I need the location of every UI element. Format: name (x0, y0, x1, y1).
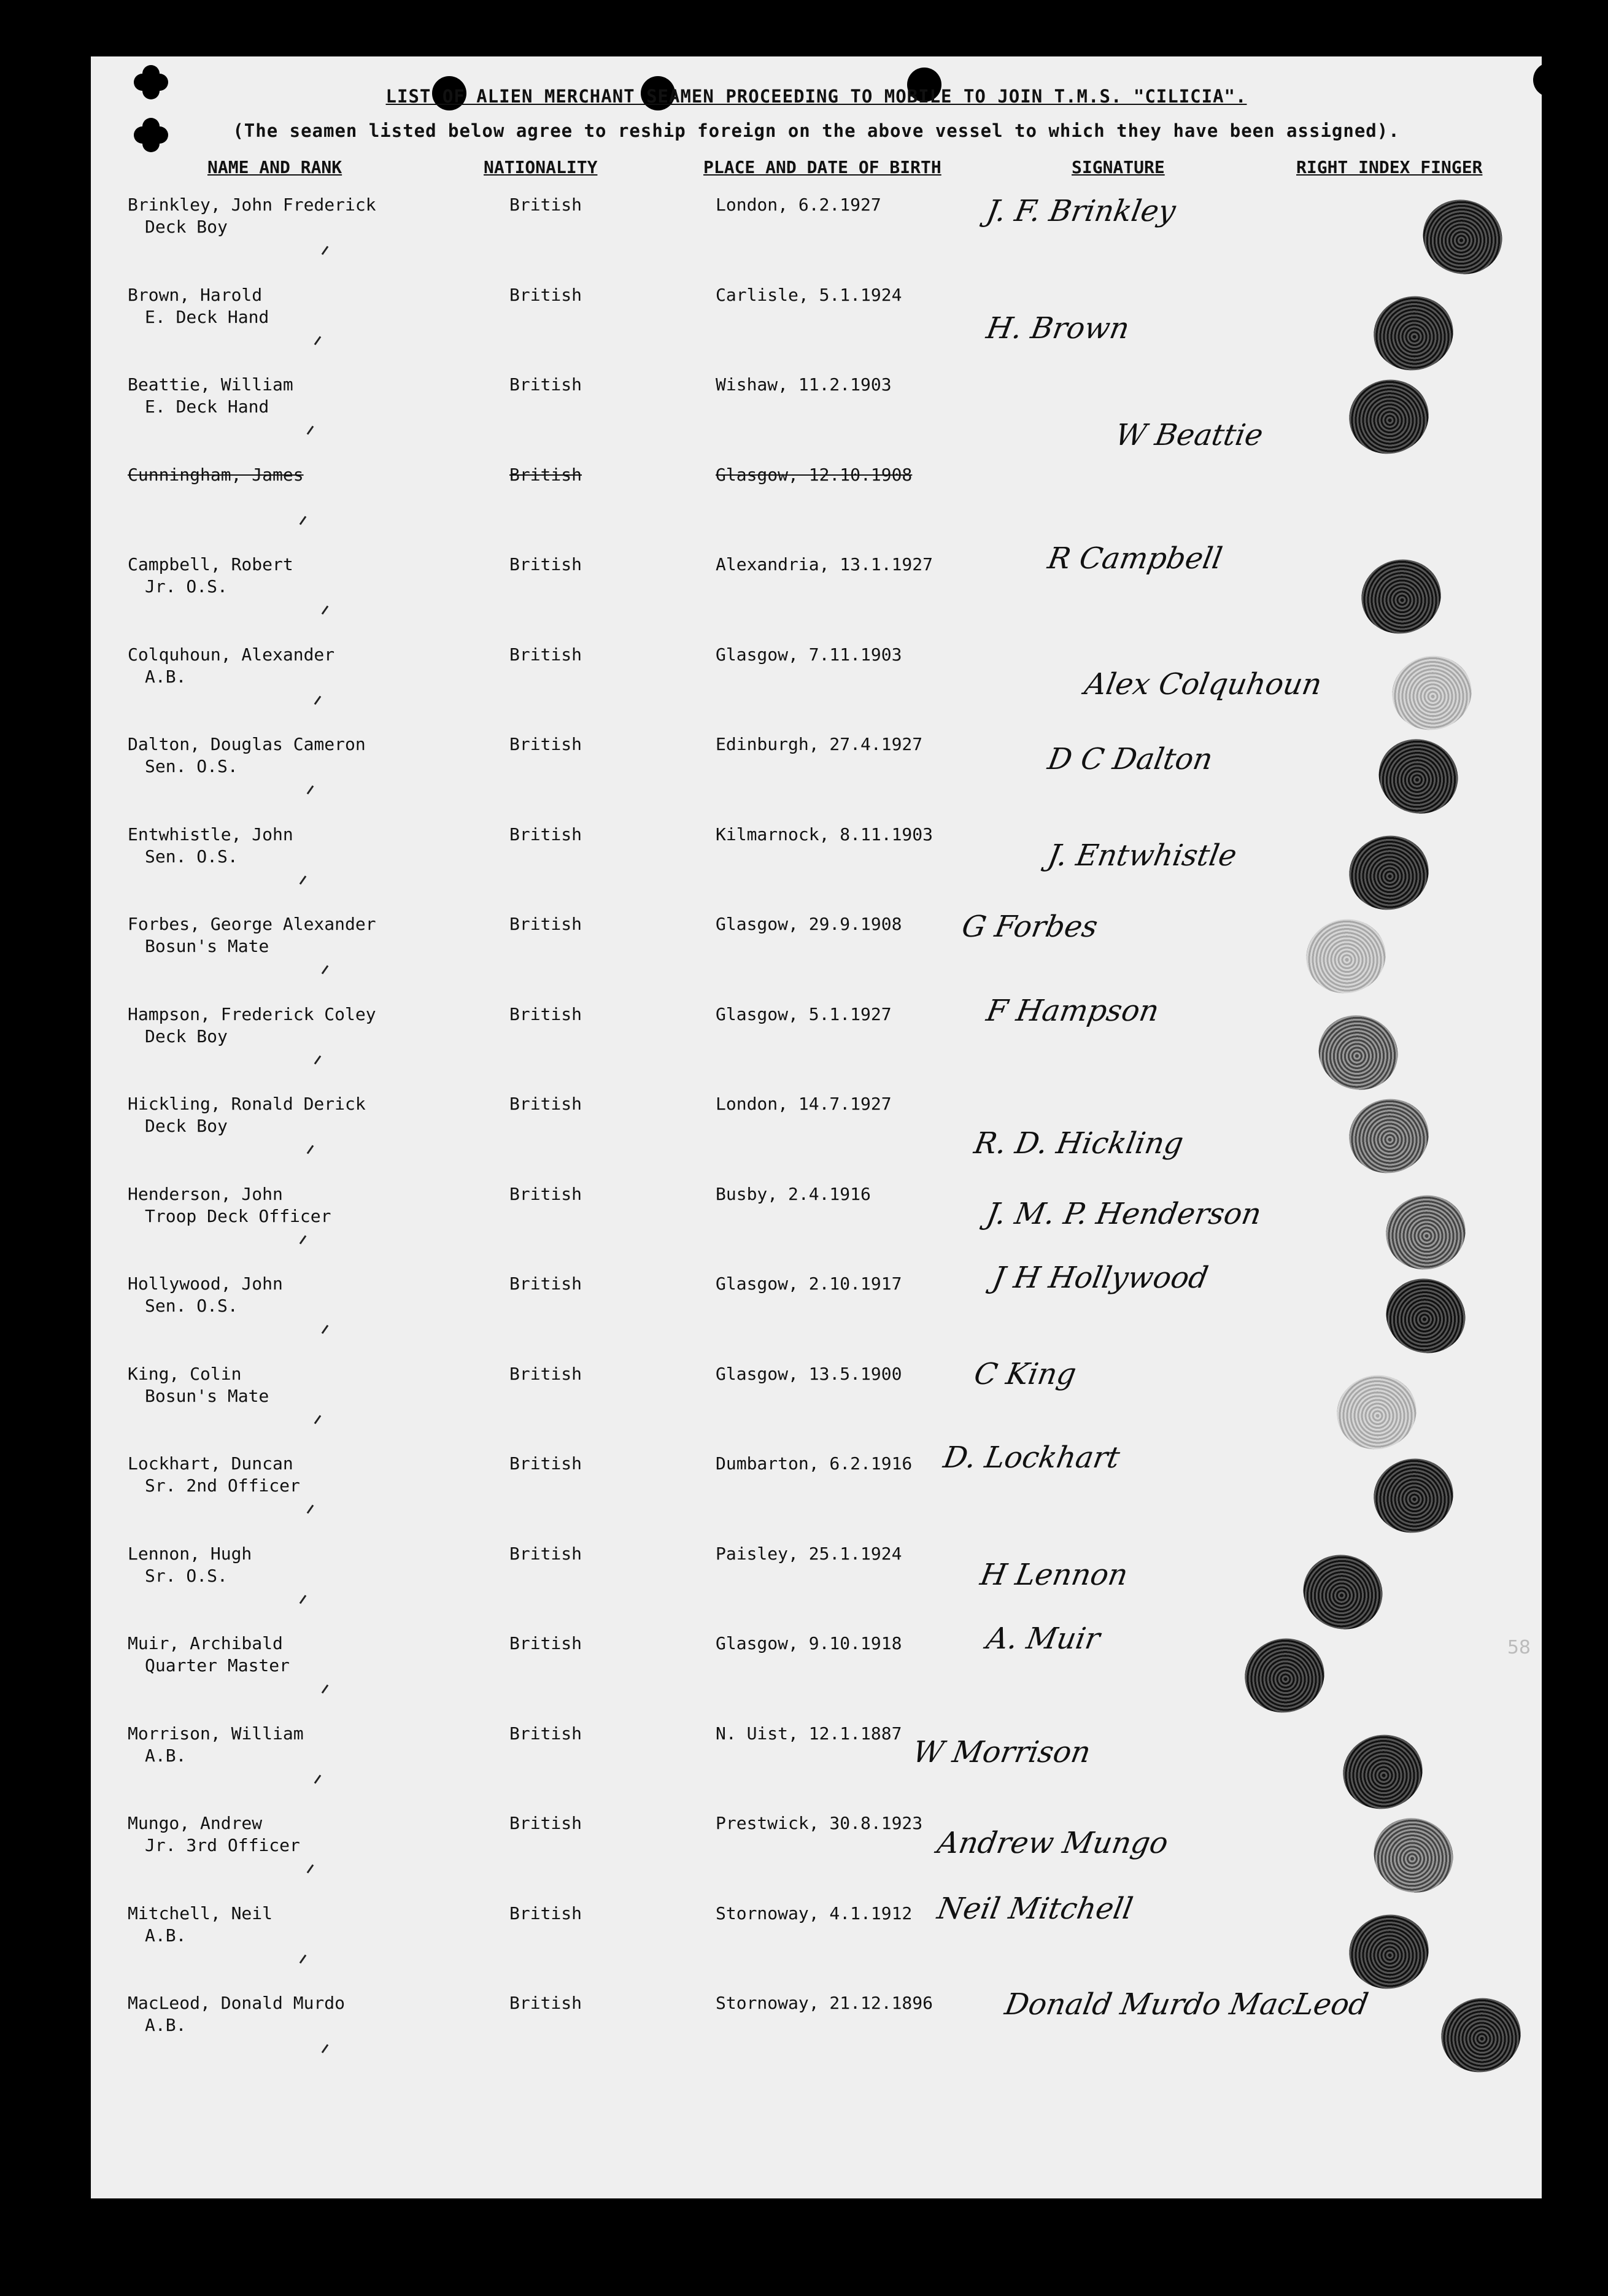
seaman-birth: Wishaw, 11.2.1903 (716, 374, 892, 395)
check-tick-icon (314, 1415, 322, 1424)
seaman-signature: D. Lockhart (941, 1440, 1123, 1475)
table-row (91, 1183, 1542, 1273)
seaman-rank: E. Deck Hand (145, 306, 269, 327)
seaman-name: Morrison, William (128, 1723, 304, 1744)
fingerprint-icon (1366, 1450, 1462, 1542)
seaman-nationality: British (509, 1094, 582, 1114)
column-header-fingerprint: RIGHT INDEX FINGER (1296, 157, 1483, 177)
seaman-birth: London, 6.2.1927 (716, 195, 881, 215)
seaman-signature: Donald Murdo MacLeod (1002, 1987, 1371, 2022)
table-row (91, 1440, 1542, 1542)
seaman-nationality: British (509, 1903, 582, 1923)
seaman-name: Hampson, Frederick Coley (128, 1003, 376, 1024)
seaman-nationality: British (509, 1003, 582, 1024)
check-tick-icon (314, 695, 322, 705)
seaman-name: Hickling, Ronald Derick (128, 1094, 366, 1114)
table-row (91, 464, 1542, 554)
check-tick-icon (307, 1145, 314, 1154)
seaman-signature: D C Dalton (1045, 742, 1216, 776)
seaman-signature: G Forbes (959, 910, 1100, 944)
seaman-birth: Kilmarnock, 8.11.1903 (716, 824, 933, 845)
seaman-name: Forbes, George Alexander (128, 914, 376, 934)
check-tick-icon (322, 965, 329, 975)
seaman-nationality: British (509, 464, 582, 485)
fingerprint-icon (1433, 1989, 1529, 2081)
seaman-nationality: British (509, 1363, 582, 1384)
check-tick-icon (307, 1865, 314, 1874)
seaman-signature: R. D. Hickling (972, 1126, 1186, 1161)
seaman-rank: A.B. (145, 1925, 187, 1946)
seaman-rank: Jr. 3rd Officer (145, 1835, 300, 1855)
seaman-signature: J. M. P. Henderson (984, 1196, 1264, 1231)
seaman-name: King, Colin (128, 1363, 242, 1384)
seaman-signature: R Campbell (1045, 541, 1225, 576)
seaman-birth: Glasgow, 2.10.1917 (716, 1274, 902, 1294)
column-header-signature: SIGNATURE (1072, 157, 1165, 177)
check-tick-icon (314, 1774, 322, 1784)
seaman-birth: Glasgow, 9.10.1918 (716, 1633, 902, 1653)
column-header-name-rank: NAME AND RANK (207, 157, 342, 177)
seaman-name: Entwhistle, John (128, 824, 293, 845)
seaman-nationality: British (509, 1723, 582, 1744)
check-tick-icon (314, 1055, 322, 1064)
seaman-nationality: British (509, 374, 582, 395)
seaman-birth: N. Uist, 12.1.1887 (716, 1723, 902, 1744)
document-title: LIST OF ALIEN MERCHANT SEAMEN PROCEEDING TO MOBILE TO JOIN T.M.S. "CILICIA". (385, 86, 1247, 107)
fingerprint-icon (1335, 1726, 1431, 1818)
table-row (91, 541, 1542, 643)
seaman-nationality: British (509, 1543, 582, 1564)
seaman-name: Brinkley, John Frederick (128, 195, 376, 215)
seaman-signature: H. Brown (984, 311, 1132, 346)
check-tick-icon (322, 1685, 329, 1694)
seaman-nationality: British (509, 284, 582, 305)
seaman-rank: Sen. O.S. (145, 756, 238, 776)
seaman-name: Dalton, Douglas Cameron (128, 734, 366, 754)
seaman-name: Cunningham, James (128, 464, 304, 485)
seaman-rank: Bosun's Mate (145, 1385, 269, 1406)
seaman-signature: C King (972, 1356, 1079, 1391)
fingerprint-icon (1308, 1004, 1408, 1100)
fingerprint-icon (1329, 1366, 1425, 1458)
fingerprint-icon (1353, 551, 1450, 643)
seaman-name: Beattie, William (128, 374, 293, 395)
check-tick-icon (322, 1325, 329, 1334)
seaman-birth: Glasgow, 7.11.1903 (716, 644, 902, 665)
fingerprint-icon (1237, 1629, 1333, 1722)
seaman-nationality: British (509, 1633, 582, 1653)
fingerprint-icon (1378, 1186, 1474, 1278)
table-row (91, 910, 1542, 1003)
fingerprint-icon (1341, 371, 1437, 463)
fingerprint-icon (1412, 188, 1512, 285)
seaman-signature: J. Entwhistle (1045, 838, 1240, 873)
check-tick-icon (300, 1235, 307, 1244)
seaman-name: Henderson, John (128, 1183, 283, 1204)
document-subtitle: (The seamen listed below agree to reship foreign on the above vessel to which they have been assigned). (233, 120, 1400, 141)
seaman-nationality: British (509, 1453, 582, 1474)
seaman-name: Hollywood, John (128, 1274, 283, 1294)
seaman-rank: A.B. (145, 1745, 187, 1766)
table-row (91, 733, 1542, 823)
seaman-rank: Deck Boy (145, 217, 228, 237)
seaman-signature: J. F. Brinkley (984, 194, 1178, 228)
seaman-signature: F Hampson (984, 993, 1162, 1028)
check-tick-icon (322, 246, 329, 255)
seaman-rank: Troop Deck Officer (145, 1205, 331, 1226)
seaman-name: Muir, Archibald (128, 1633, 283, 1653)
seaman-nationality: British (509, 824, 582, 845)
seaman-rank: A.B. (145, 2015, 187, 2035)
seaman-rank: Sr. O.S. (145, 1565, 228, 1586)
seaman-signature: Andrew Mungo (935, 1826, 1171, 1860)
table-row (91, 374, 1542, 463)
seaman-birth: Glasgow, 12.10.1908 (716, 464, 913, 485)
fingerprint-icon (1366, 287, 1462, 379)
seaman-name: Mungo, Andrew (128, 1813, 263, 1833)
seaman-nationality: British (509, 734, 582, 754)
seaman-signature: H Lennon (978, 1557, 1131, 1592)
seaman-rank: Sr. 2nd Officer (145, 1475, 300, 1496)
seaman-birth: Dumbarton, 6.2.1916 (716, 1453, 913, 1474)
table-row (91, 1356, 1542, 1453)
seaman-birth: Stornoway, 21.12.1896 (716, 1993, 933, 2013)
fingerprint-icon (1293, 1544, 1393, 1640)
check-tick-icon (300, 1594, 307, 1604)
seaman-name: MacLeod, Donald Murdo (128, 1993, 346, 2013)
seaman-name: Brown, Harold (128, 284, 263, 305)
seaman-signature: Alex Colquhoun (1082, 667, 1324, 702)
fingerprint-icon (1375, 1267, 1475, 1364)
seaman-name: Campbell, Robert (128, 554, 293, 574)
seaman-name: Colquhoun, Alexander (128, 644, 335, 665)
table-row (91, 644, 1542, 733)
fingerprint-icon (1341, 1090, 1437, 1182)
seaman-name: Lockhart, Duncan (128, 1453, 293, 1474)
seaman-signature: W Beattie (1113, 418, 1266, 452)
seaman-birth: Prestwick, 30.8.1923 (716, 1813, 923, 1833)
seaman-rank: E. Deck Hand (145, 396, 269, 417)
fingerprint-icon (1384, 647, 1480, 739)
table-row (91, 1891, 1542, 1992)
seaman-rank: Jr. O.S. (145, 576, 228, 597)
seaman-nationality: British (509, 1813, 582, 1833)
table-row (91, 993, 1542, 1093)
page-number: 58 (1507, 1637, 1531, 1658)
seaman-rank: Quarter Master (145, 1655, 290, 1676)
table-row (91, 1812, 1542, 1902)
fingerprint-icon (1363, 1807, 1463, 1903)
seaman-nationality: British (509, 914, 582, 934)
fingerprint-icon (1368, 728, 1468, 824)
check-tick-icon (300, 875, 307, 884)
seaman-birth: London, 14.7.1927 (716, 1094, 892, 1114)
fingerprint-icon (1341, 827, 1437, 919)
check-tick-icon (307, 786, 314, 795)
seaman-nationality: British (509, 1993, 582, 2013)
check-tick-icon (300, 516, 307, 525)
seaman-nationality: British (509, 195, 582, 215)
fingerprint-icon (1298, 910, 1394, 1002)
check-tick-icon (314, 336, 322, 345)
seaman-name: Mitchell, Neil (128, 1903, 273, 1923)
seaman-nationality: British (509, 1183, 582, 1204)
seaman-rank: A.B. (145, 666, 187, 687)
seaman-name: Lennon, Hugh (128, 1543, 252, 1564)
table-row (91, 1093, 1542, 1183)
seaman-nationality: British (509, 1274, 582, 1294)
seaman-signature: W Morrison (910, 1734, 1094, 1769)
seaman-birth: Edinburgh, 27.4.1927 (716, 734, 923, 754)
seaman-rank: Bosun's Mate (145, 936, 269, 956)
seaman-birth: Busby, 2.4.1916 (716, 1183, 871, 1204)
seaman-signature: J H Hollywood (990, 1261, 1211, 1295)
seaman-rank: Deck Boy (145, 1116, 228, 1136)
table-row (91, 1543, 1542, 1633)
seaman-signature: A. Muir (984, 1622, 1103, 1656)
table-row (91, 1723, 1542, 1812)
document-page (91, 56, 1542, 2198)
seaman-rank: Deck Boy (145, 1026, 228, 1046)
seaman-signature: Neil Mitchell (935, 1891, 1135, 1926)
seaman-birth: Stornoway, 4.1.1912 (716, 1903, 913, 1923)
table-row (91, 1622, 1542, 1722)
seaman-nationality: British (509, 644, 582, 665)
column-header-birth: PLACE AND DATE OF BIRTH (703, 157, 941, 177)
seaman-rank: Sen. O.S. (145, 846, 238, 867)
table-row (91, 284, 1542, 374)
seaman-birth: Carlisle, 5.1.1924 (716, 284, 902, 305)
seaman-rank: Sen. O.S. (145, 1296, 238, 1316)
check-tick-icon (322, 2044, 329, 2054)
table-row (91, 1261, 1542, 1363)
column-header-nationality: NATIONALITY (484, 157, 598, 177)
seaman-birth: Glasgow, 5.1.1927 (716, 1003, 892, 1024)
table-row (91, 1987, 1542, 2082)
check-tick-icon (307, 1505, 314, 1514)
seaman-birth: Paisley, 25.1.1924 (716, 1543, 902, 1564)
fingerprint-icon (1341, 1906, 1437, 1998)
seaman-nationality: British (509, 554, 582, 574)
check-tick-icon (300, 1954, 307, 1963)
check-tick-icon (307, 426, 314, 435)
seaman-birth: Glasgow, 29.9.1908 (716, 914, 902, 934)
seaman-birth: Glasgow, 13.5.1900 (716, 1363, 902, 1384)
seaman-birth: Alexandria, 13.1.1927 (716, 554, 933, 574)
table-row (91, 194, 1542, 284)
table-row (91, 824, 1542, 913)
check-tick-icon (322, 606, 329, 615)
